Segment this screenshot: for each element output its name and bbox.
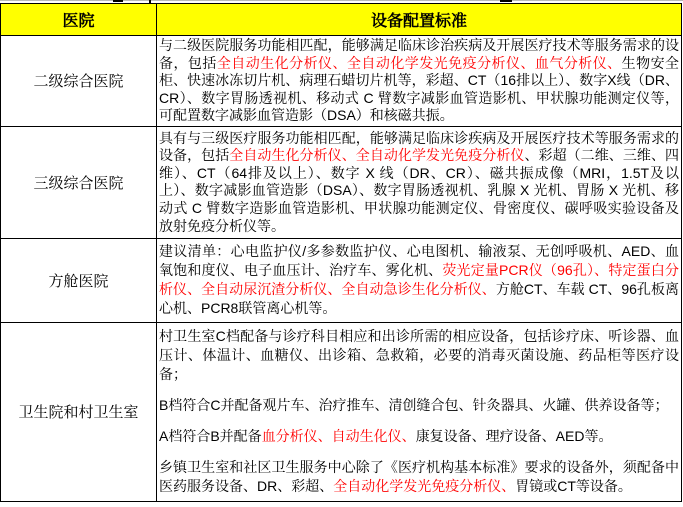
highlighted-equipment-text: 全自动生化分析仪、全自动化学发光免疫分析仪: [229, 147, 525, 164]
equipment-standard-cell: [157, 36, 682, 127]
equipment-paragraph: [159, 130, 679, 236]
equipment-standard-cell: [157, 238, 682, 322]
standard-column-header: 设备配置标准: [157, 4, 682, 36]
equipment-text: 与二级医院服务功能相匹配，能够满足临床诊治疾病及开展医疗技术等服务需求的设备，包括: [159, 37, 679, 71]
equipment-text: B档符合C并配备观片车、治疗推车、清创缝合包、针灸器具、火罐、供养设备等；: [159, 397, 669, 414]
hospital-name-cell: 二级综合医院: [1, 36, 157, 127]
crop-artifact: [500, 0, 512, 2]
highlighted-equipment-text: 全自动生化分析仪、全自动化学发光免疫分析仪、血气分析仪、: [216, 54, 622, 71]
hospital-name-cell: 方舱医院: [1, 238, 157, 322]
table-row: [1, 126, 682, 238]
equipment-text: 生物安全柜、快速冰冻切片机、病理石蜡切片机等，彩超、CT（16排以上）、数字X线（DR、CR）、数字胃肠透视机、移动式 C 臂数字减影血管造影机、甲状腺功能测定仪等，可配置数字减影血管造影（DSA）和核磁共振。: [159, 54, 680, 124]
equipment-paragraph: [159, 327, 679, 384]
equipment-text: 方舱CT、车载 CT、96孔板离心机、PCR8联管离心机等。: [159, 281, 679, 317]
equipment-paragraph: [159, 458, 679, 496]
crop-hairline: [0, 0, 683, 1]
equipment-paragraph: [159, 37, 679, 125]
hospital-name-cell: 卫生院和村卫生室: [1, 322, 157, 501]
table-row: [1, 36, 682, 127]
equipment-paragraph: [159, 396, 679, 415]
equipment-standard-cell: [157, 322, 682, 501]
equipment-text: 建议清单：心电监护仪/多参数监护仪、心电图机、输液泵、无创呼吸机、AED、血氧饱和度仪、电子血压计、治疗车、雾化机、: [159, 243, 679, 279]
header-row: [1, 4, 682, 36]
table-row: [1, 322, 682, 501]
equipment-text: A档符合B并配备: [159, 428, 262, 445]
equipment-text: 、彩超（二维、三维、四维）、CT（64排及以上）、数字 X 线（DR、CR）、磁共振成像（MRI，1.5T及以上）、数字减影血管造影（DSA）、数字胃肠透视机、乳腺 X 光机、胃肠 X 光机、移动式 C 臂数字造影血管造影机、甲状腺功能测定仪、骨密度仪、碳呼吸实验设备及放射免疫分析仪等。: [159, 147, 680, 234]
equipment-standard-cell: [157, 126, 682, 238]
equipment-paragraph: [159, 242, 679, 318]
equipment-text: 具有与三级医疗服务功能相匹配，能够满足临床诊疾病及开展医疗技术等服务需求的设备，包括: [159, 129, 679, 164]
highlighted-equipment-text: 荧光定量PCR仪（96孔）、特定蛋白分析仪、全自动尿沉渣分析仪、全自动急诊生化分析仪、: [159, 262, 680, 298]
equipment-text: 乡镇卫生室和社区卫生服务中心除了《医疗机构基本标准》要求的设备外，须配备中医药服务设备、DR、彩超、: [159, 459, 679, 495]
hospital-column-header: 医院: [1, 4, 157, 36]
table-row: [1, 238, 682, 322]
equipment-text: 康复设备、理疗设备、AED等。: [415, 428, 613, 445]
equipment-paragraph: [159, 427, 679, 446]
equipment-text: 村卫生室C档配备与诊疗科目相应和出诊所需的相应设备，包括诊疗床、听诊器、血压计、体温计、血糖仪、出诊箱、急救箱，必要的消毒灭菌设施、药品柜等医疗设备；: [159, 328, 679, 383]
highlighted-equipment-text: 血分析仪、自动生化仪、: [261, 428, 416, 445]
highlighted-equipment-text: 全自动化学发光免疫分析仪、: [333, 478, 516, 495]
equipment-standard-table: [0, 3, 682, 502]
equipment-text: 胃镜或CT等设备。: [515, 478, 632, 495]
crop-artifact: [113, 0, 123, 2]
hospital-name-cell: 三级综合医院: [1, 126, 157, 238]
